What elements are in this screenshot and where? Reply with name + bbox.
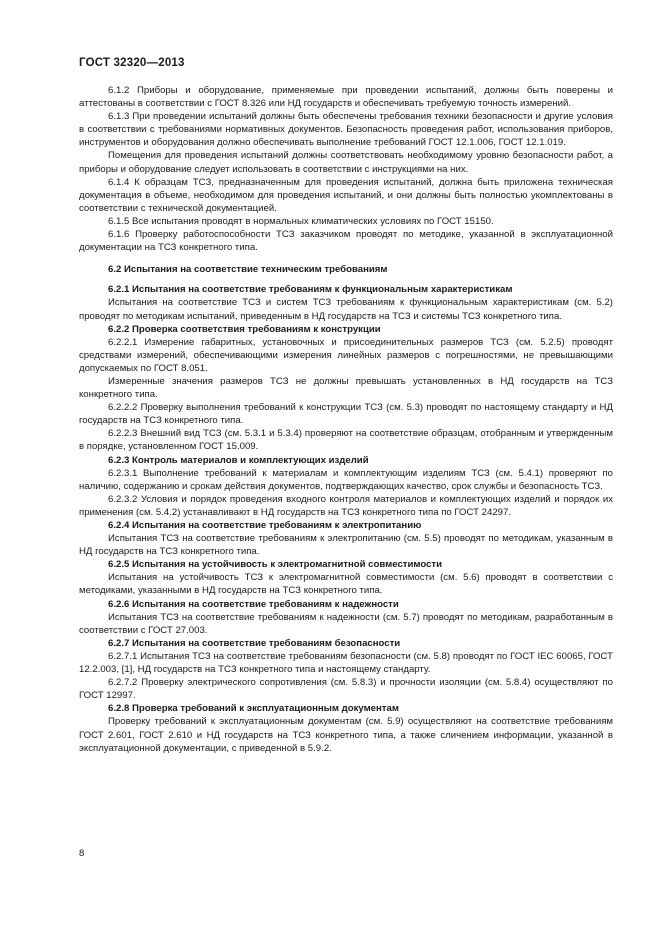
paragraph-6-2-6: Испытания ТСЗ на соответствие требованиям к надежности (см. 5.7) проводят по методикам, разработанным в соответствии с ГОСТ 27.003.: [79, 611, 613, 636]
subsection-heading-6-2-1: 6.2.1 Испытания на соответствие требованиям к функциональным характеристикам: [108, 284, 513, 296]
paragraph-6-1-2: 6.1.2 Приборы и оборудование, применяемые при проведении испытаний, должны быть поверены и аттестованы в соответствии с ГОСТ 8.326 или НД государств и обеспечивать требуемую точность измерений.: [79, 85, 613, 110]
paragraph-measured-values: Измеренные значения размеров ТСЗ не должны превышать установленных в НД государств на ТСЗ конкретного типа.: [79, 375, 613, 401]
subsection-heading-6-2-7: 6.2.7 Испытания на соответствие требованиям безопасности: [108, 637, 401, 649]
paragraph-premises: Помещения для проведения испытаний должны соответствовать необходимому уровню безопасности работ, а приборы и оборудование следует использовать в соответствии с инструкциями на них.: [79, 150, 613, 175]
paragraph-6-2-7-1: 6.2.7.1 Испытания ТСЗ на соответствие требованиям безопасности (см. 5.8) проводят по ГОСТ IEC 60065, ГОСТ 12.2.003, [1], НД государств на ТСЗ конкретного типа и настоящему стандарту.: [79, 650, 613, 676]
paragraph-6-2-2-1: 6.2.2.1 Измерение габаритных, установочных и присоединительных размеров ТСЗ (см. 5.2.5) проводят средствами измерений, обеспечивающими измерения линейных размеров с погрешностями, не превышающими допускаемых по ГОСТ 8.051.: [79, 336, 613, 374]
section-heading-6-2: 6.2 Испытания на соответствие техническим требованиям: [108, 264, 388, 276]
subsection-heading-6-2-2: 6.2.2 Проверка соответствия требованиям к конструкции: [108, 323, 381, 335]
subsection-heading-6-2-8: 6.2.8 Проверка требований к эксплуатационным документам: [108, 703, 399, 715]
paragraph-6-2-1: Испытания на соответствие ТСЗ и систем ТСЗ требованиям к функциональным характеристикам (см. 5.2) проводят по методикам испытаний, приведенным в НД государств на ТСЗ и системы ТСЗ конкретного типа.: [79, 297, 613, 322]
paragraph-6-2-7-2: 6.2.7.2 Проверку электрического сопротивления (см. 5.8.3) и прочности изоляции (см. 5.8.4) осуществляют по ГОСТ 12997.: [79, 677, 613, 702]
paragraph-6-2-2-2: 6.2.2.2 Проверку выполнения требований к конструкции ТСЗ (см. 5.3) проводят по настоящему стандарту и НД государств на ТСЗ конкретного типа.: [79, 402, 613, 427]
subsection-heading-6-2-3: 6.2.3 Контроль материалов и комплектующих изделий: [108, 454, 369, 466]
paragraph-6-2-4: Испытания ТСЗ на соответствие требованиям к электропитанию (см. 5.5) проводят по методикам, указанным в НД государств на ТСЗ конкретного типа.: [79, 533, 613, 558]
paragraph-6-1-5: 6.1.5 Все испытания проводят в нормальных климатических условиях по ГОСТ 15150.: [108, 215, 494, 227]
paragraph-6-1-3: 6.1.3 При проведении испытаний должны быть обеспечены требования техники безопасности и другие условия в соответствии с требованиями нормативных документов. Безопасность проведения работ, использования приборов, инструментов и оборудования должно обеспечивать выполнение требований ГОСТ 12.1.006, ГОСТ 12.1.019.: [79, 111, 613, 149]
paragraph-6-1-4: 6.1.4 К образцам ТСЗ, предназначенным для проведения испытаний, должна быть приложена техническая документация в объеме, необходимом для проведения испытаний, и они должны быть полностью укомплектованы в соответствии с технической документацией.: [79, 176, 613, 214]
paragraph-6-2-8: Проверку требований к эксплуатационным документам (см. 5.9) осуществляют на соответствие требованиям ГОСТ 2.601, ГОСТ 2.610 и НД государств на ТСЗ конкретного типа, а также сличением информации, указанной в эксплуатационной документации, с приведенной в 5.9.2.: [79, 716, 613, 754]
paragraph-6-2-3-1: 6.2.3.1 Выполнение требований к материалам и комплектующим изделиям ТСЗ (см. 5.4.1) проверяют по наличию, содержанию и срокам действия документов, подтверждающих качество, срок службы и безопасность ТСЗ.: [79, 467, 613, 492]
paragraph-6-2-3-2: 6.2.3.2 Условия и порядок проведения входного контроля материалов и комплектующих изделий и порядок их применения (см. 5.4.2) устанавливают в НД государств на ТСЗ конкретного типа по ГОСТ 24297.: [79, 493, 613, 518]
page-number: 8: [79, 848, 85, 859]
subsection-heading-6-2-6: 6.2.6 Испытания на соответствие требованиям к надежности: [108, 598, 399, 610]
paragraph-6-2-2-3: 6.2.2.3 Внешний вид ТСЗ (см. 5.3.1 и 5.3.4) проверяют на соответствие образцам, отобранным и утвержденным в порядке, установленном ГОСТ 15.009.: [79, 428, 613, 453]
subsection-heading-6-2-5: 6.2.5 Испытания на устойчивость к электромагнитной совместимости: [108, 559, 443, 571]
subsection-heading-6-2-4: 6.2.4 Испытания на соответствие требованиям к электропитанию: [108, 520, 422, 531]
document-body: [79, 84, 613, 755]
paragraph-6-1-6: 6.1.6 Проверку работоспособности ТСЗ заказчиком проводят по методике, указанной в эксплуатационной документации на ТСЗ конкретного типа.: [79, 229, 613, 254]
paragraph-6-2-5: Испытания на устойчивость ТСЗ к электромагнитной совместимости (см. 5.6) проводят в соответствии с методиками, указанными в НД государств на ТСЗ конкретного типа.: [79, 572, 613, 597]
document-header: ГОСТ 32320—2013: [79, 57, 185, 69]
